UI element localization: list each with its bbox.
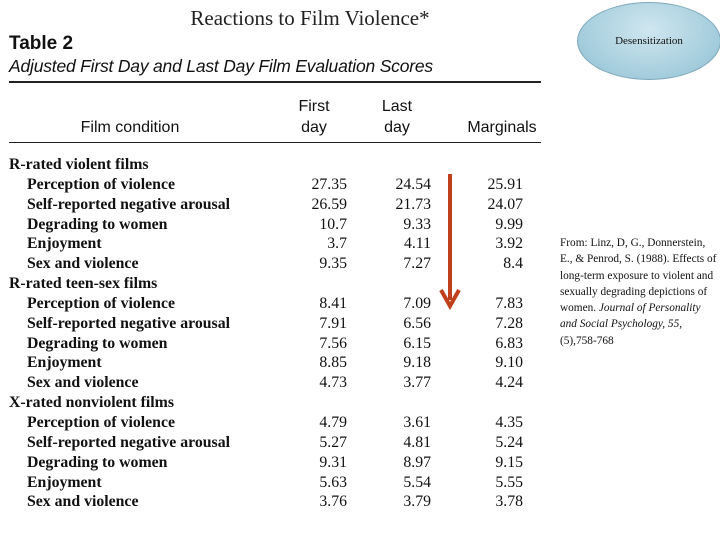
first-day-value: 5.27 [319, 433, 347, 451]
citation-journal: Journal of Personality and Social Psychology, 55, [560, 302, 701, 331]
last-day-value: 9.18 [403, 354, 431, 372]
citation-text: From: Linz, D, G., Donnerstein, E., & Penrod, S. (1988). Effects of long-term exposure to violent and sexually degrading depictions of women. [560, 237, 717, 315]
last-day-value: 9.33 [403, 215, 431, 233]
first-day-value: 9.31 [319, 453, 347, 471]
marginal-value: 9.15 [495, 453, 523, 471]
marginal-value: 7.83 [495, 294, 523, 312]
last-day-value: 3.61 [403, 413, 431, 431]
first-day-value: 4.73 [319, 374, 347, 392]
last-day-value: 6.56 [403, 314, 431, 332]
header-film-condition: Film condition [80, 119, 180, 136]
row-label: Enjoyment [27, 473, 102, 491]
last-day-value: 5.54 [403, 473, 431, 491]
marginal-value: 24.07 [487, 195, 523, 213]
row-label: Perception of violence [27, 294, 175, 312]
row-label: Perception of violence [27, 413, 175, 431]
row-label: Degrading to women [27, 215, 168, 233]
down-arrow-icon [438, 172, 462, 314]
last-day-value: 3.77 [403, 374, 431, 392]
last-day-value: 7.27 [403, 255, 431, 273]
last-day-value: 21.73 [395, 195, 431, 213]
first-day-value: 9.35 [319, 255, 347, 273]
row-label: Self-reported negative arousal [27, 433, 230, 451]
marginal-value: 7.28 [495, 314, 523, 332]
row-label: Degrading to women [27, 334, 168, 352]
row-label: Sex and violence [27, 255, 139, 273]
marginal-value: 5.55 [495, 473, 523, 491]
row-label: Self-reported negative arousal [27, 195, 230, 213]
last-day-value: 7.09 [403, 294, 431, 312]
group-name: R-rated violent films [9, 156, 149, 173]
marginal-value: 5.24 [495, 433, 523, 451]
last-day-value: 24.54 [395, 175, 431, 193]
desensitization-bubble [577, 2, 720, 80]
slide-title: Reactions to Film Violence* [190, 6, 430, 30]
marginal-value: 4.24 [495, 374, 523, 392]
header-last-day-line1: Last [381, 98, 413, 115]
first-day-value: 5.63 [319, 473, 347, 491]
row-label: Sex and violence [27, 493, 139, 511]
first-day-value: 8.85 [319, 354, 347, 372]
marginal-value: 3.78 [495, 493, 523, 511]
last-day-value: 3.79 [403, 493, 431, 511]
marginal-value: 6.83 [495, 334, 523, 352]
row-label: Perception of violence [27, 175, 175, 193]
last-day-value: 6.15 [403, 334, 431, 352]
table-header-rule [9, 142, 541, 143]
table-label: Table 2 [9, 33, 74, 54]
first-day-value: 10.7 [319, 215, 347, 233]
row-label: Sex and violence [27, 374, 139, 392]
table-caption: Adjusted First Day and Last Day Film Evaluation Scores [9, 56, 433, 76]
last-day-value: 4.81 [403, 433, 431, 451]
marginal-value: 4.35 [495, 413, 523, 431]
row-label: Degrading to women [27, 453, 168, 471]
header-last-day-line2: day [384, 119, 410, 136]
group-name: X-rated nonviolent films [9, 394, 174, 412]
first-day-value: 3.7 [327, 235, 347, 253]
first-day-value: 26.59 [311, 195, 347, 213]
row-label: Enjoyment [27, 235, 102, 253]
last-day-value: 8.97 [403, 453, 431, 471]
row-label: Enjoyment [27, 354, 102, 372]
first-day-value: 3.76 [319, 493, 347, 511]
first-day-value: 7.56 [319, 334, 347, 352]
first-day-value: 27.35 [311, 175, 347, 193]
first-day-value: 7.91 [319, 314, 347, 332]
header-marginals: Marginals [467, 119, 537, 136]
header-first-day [284, 96, 344, 138]
last-day-value: 4.11 [403, 235, 431, 253]
marginal-value: 8.4 [503, 255, 523, 273]
first-day-value: 4.79 [319, 413, 347, 431]
table-top-rule [9, 81, 541, 83]
group-name: R-rated teen-sex films [9, 275, 158, 293]
marginal-value: 9.99 [495, 215, 523, 233]
marginal-value: 9.10 [495, 354, 523, 372]
header-last-day [367, 96, 427, 138]
first-day-value: 8.41 [319, 294, 347, 312]
citation [560, 235, 718, 349]
citation-issue-pages: (5),758-768 [560, 334, 614, 347]
bubble-label: Desensitization [615, 35, 683, 47]
marginal-value: 25.91 [487, 175, 523, 193]
marginal-value: 3.92 [495, 235, 523, 253]
row-label: Self-reported negative arousal [27, 314, 230, 332]
header-first-day-line1: First [298, 98, 330, 115]
header-first-day-line2: day [301, 119, 327, 136]
